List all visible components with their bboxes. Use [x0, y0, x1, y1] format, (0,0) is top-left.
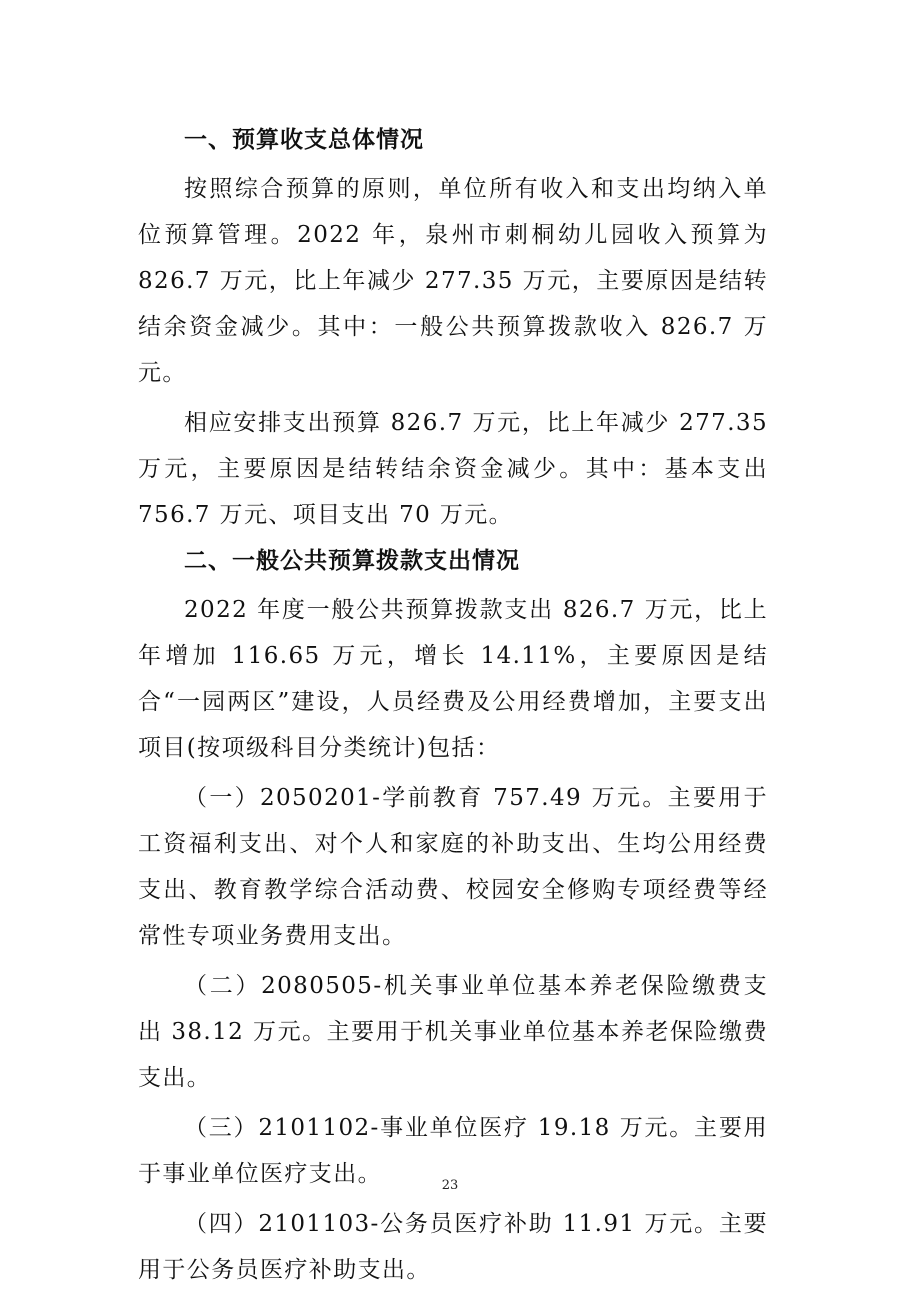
expenditure-item-preschool-education: （一）2050201-学前教育 757.49 万元。主要用于工资福利支出、对个人和家庭的补助支出、生均公用经费支出、教育教学综合活动费、校园安全修购专项经费等经常性专项业务费用支出。	[138, 785, 768, 949]
paragraph-expenditure-intro: 2022 年度一般公共预算拨款支出 826.7 万元，比上年增加 116.65 万元，增长 14.11%，主要原因是结合“一园两区”建设，人员经费及公用经费增加，主要支出项目(按项级科目分类统计)包括：	[138, 597, 768, 761]
paragraph-income-budget: 按照综合预算的原则，单位所有收入和支出均纳入单位预算管理。2022 年，泉州市刺桐幼儿园收入预算为 826.7 万元，比上年减少 277.35 万元，主要原因是结转结余资金减少。其中：一般公共预算拨款收入 826.7 万元。	[138, 176, 768, 386]
expenditure-item-institution-medical: （三）2101102-事业单位医疗 19.18 万元。主要用于事业单位医疗支出。	[138, 1115, 768, 1187]
section-heading-budget-overview: 一、预算收支总体情况	[184, 127, 424, 153]
expenditure-item-pension-insurance: （二）2080505-机关事业单位基本养老保险缴费支出 38.12 万元。主要用于机关事业单位基本养老保险缴费支出。	[138, 973, 768, 1091]
document-body	[138, 121, 768, 1293]
expenditure-item-civil-servant-medical: （四）2101103-公务员医疗补助 11.91 万元。主要用于公务员医疗补助支出。	[138, 1211, 768, 1283]
page-number: 23	[441, 1178, 459, 1193]
section-heading-general-public-budget: 二、一般公共预算拨款支出情况	[184, 548, 520, 574]
paragraph-expenditure-budget: 相应安排支出预算 826.7 万元，比上年减少 277.35 万元，主要原因是结转结余资金减少。其中：基本支出 756.7 万元、项目支出 70 万元。	[138, 410, 768, 528]
